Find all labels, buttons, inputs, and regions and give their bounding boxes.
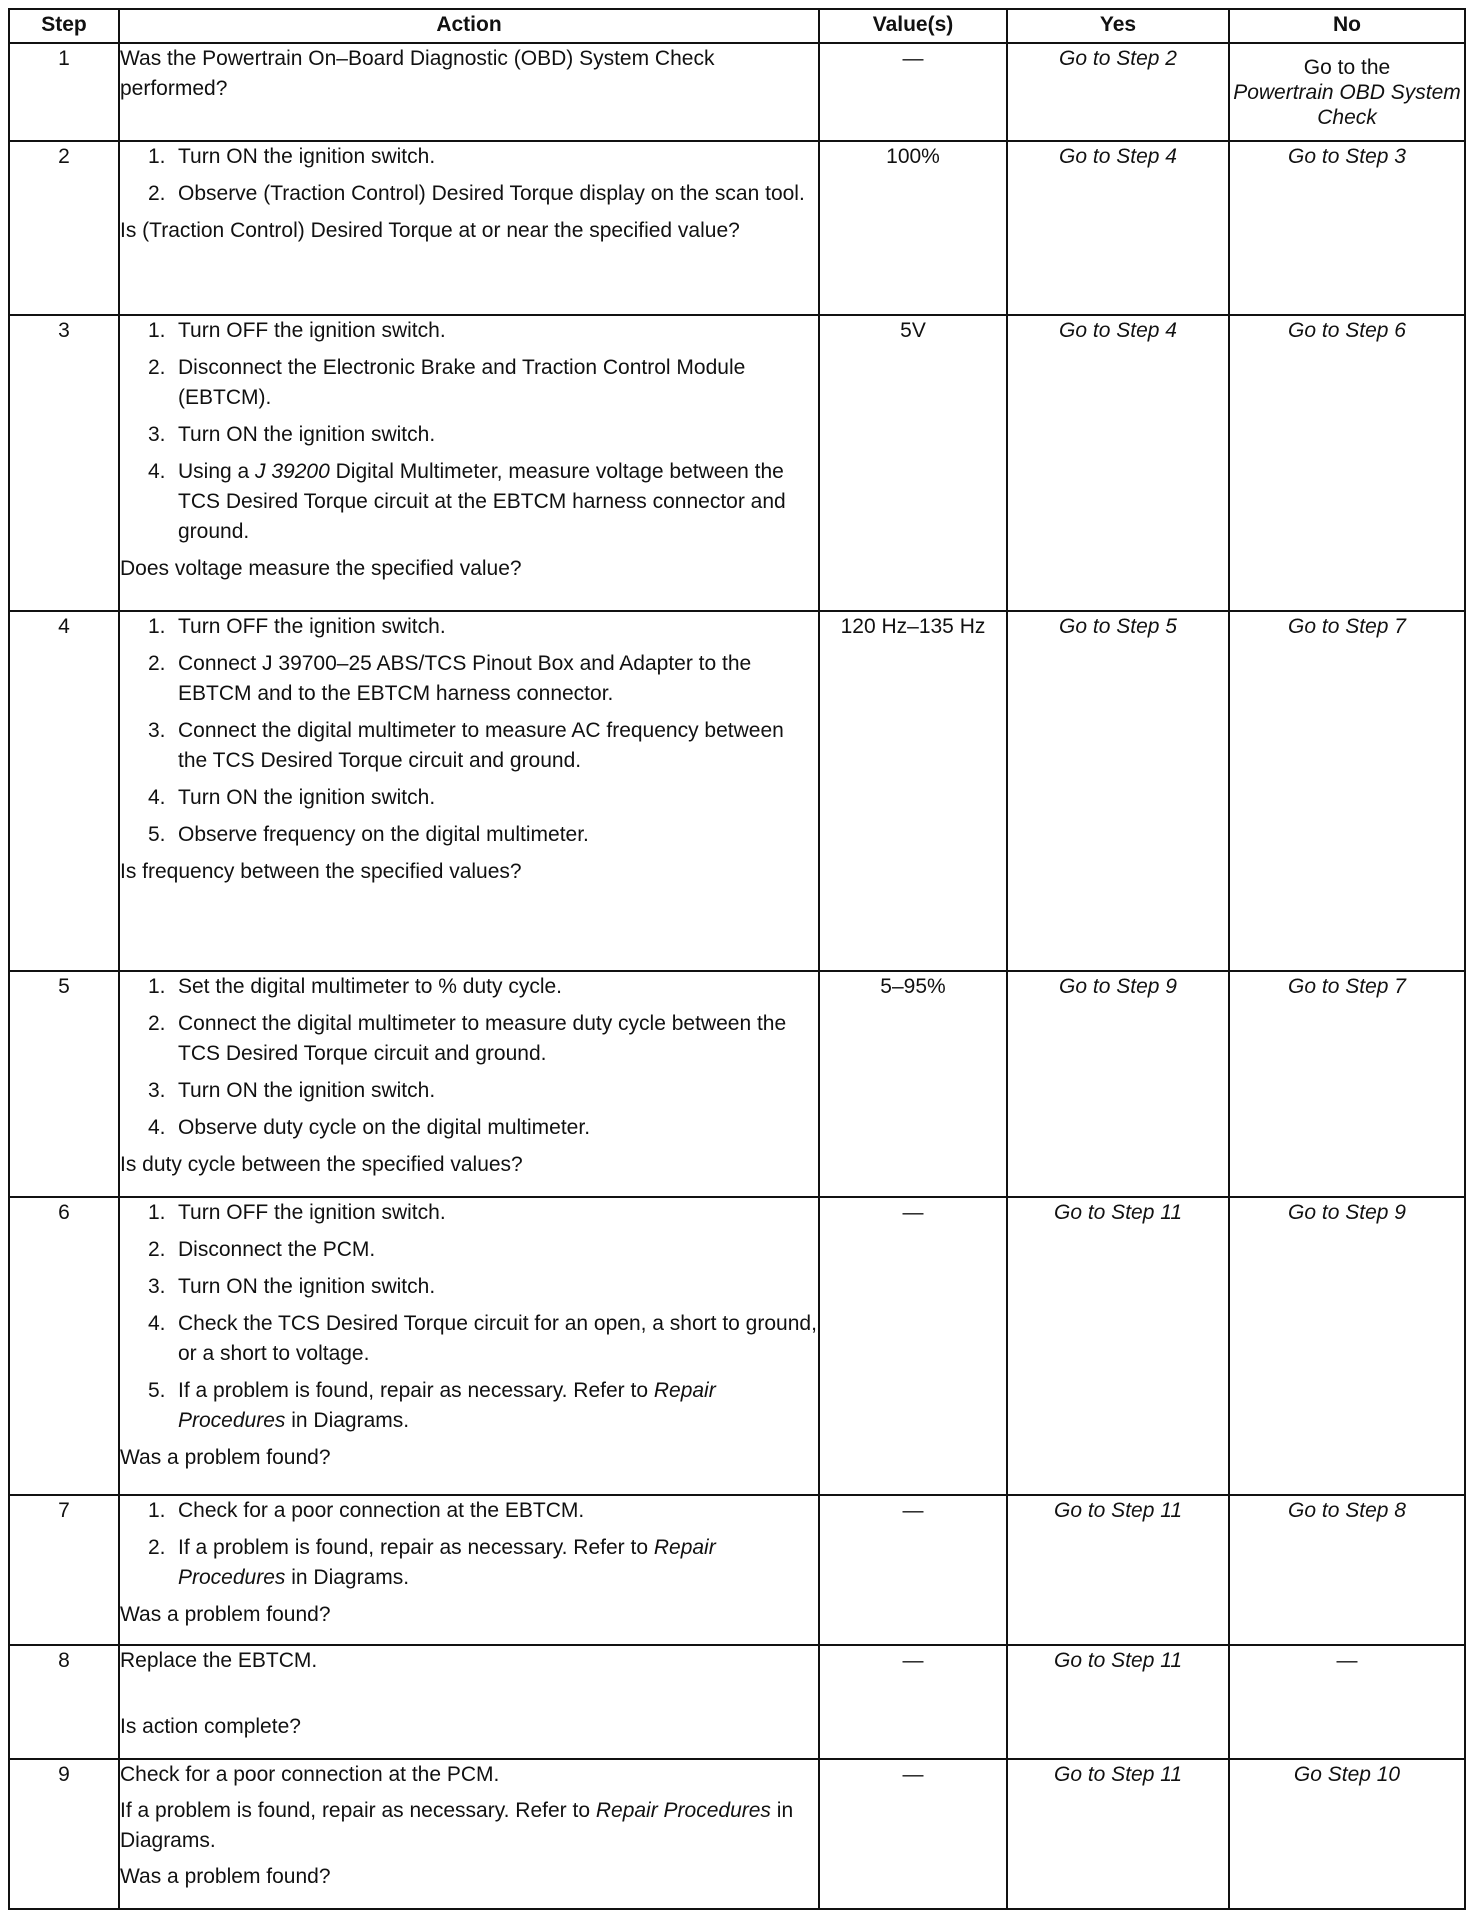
action-cell — [119, 611, 819, 971]
action-question: Is action complete? — [120, 1715, 301, 1738]
no-cell: Go to Step 3 — [1229, 141, 1465, 315]
step-number: 1 — [9, 43, 119, 141]
list-item: 4. Turn ON the ignition switch. — [148, 786, 436, 809]
step-number: 4 — [9, 611, 119, 971]
list-item: 1. Turn ON the ignition switch. — [148, 145, 436, 168]
action-text: If a problem is found, repair as necessary. Refer to Repair Procedures in Diagrams. — [120, 1799, 794, 1852]
list-item: 2. Connect the digital multimeter to measure duty cycle between the TCS Desired Torque circuit and ground. — [148, 1012, 787, 1065]
no-cell: Go Step 10 — [1229, 1759, 1465, 1909]
list-item: 1. Set the digital multimeter to % duty cycle. — [148, 975, 562, 998]
step-number: 9 — [9, 1759, 119, 1909]
action-cell — [119, 1645, 819, 1759]
action-cell — [119, 141, 819, 315]
action-question: Does voltage measure the specified value? — [120, 557, 522, 580]
list-item: 1. Check for a poor connection at the EBTCM. — [148, 1499, 585, 1522]
yes-cell: Go to Step 2 — [1007, 43, 1229, 141]
value-cell: — — [819, 1759, 1007, 1909]
list-item: 4. Using a J 39200 Digital Multimeter, measure voltage between the TCS Desired Torque circuit at the EBTCM harness connector and ground. — [148, 460, 786, 543]
yes-cell: Go to Step 9 — [1007, 971, 1229, 1197]
value-cell: — — [819, 1197, 1007, 1495]
no-cell: Go to Step 8 — [1229, 1495, 1465, 1645]
list-item: 2. Connect J 39700–25 ABS/TCS Pinout Box and Adapter to the EBTCM and to the EBTCM harness connector. — [148, 652, 752, 705]
action-text: Check for a poor connection at the PCM. — [120, 1763, 500, 1786]
no-cell: — — [1229, 1645, 1465, 1759]
no-cell: Go to Step 7 — [1229, 971, 1465, 1197]
list-item: 5. Observe frequency on the digital multimeter. — [148, 823, 589, 846]
action-cell — [119, 43, 819, 141]
table-row — [9, 611, 1465, 971]
header-yes: Yes — [1007, 9, 1229, 43]
action-list — [120, 142, 818, 209]
value-cell: — — [819, 1495, 1007, 1645]
diagnostic-table — [8, 8, 1466, 1910]
header-value: Value(s) — [819, 9, 1007, 43]
action-question: Was a problem found? — [120, 1865, 331, 1888]
action-text: Was the Powertrain On–Board Diagnostic (OBD) System Check performed? — [120, 47, 715, 100]
list-item: 3. Turn ON the ignition switch. — [148, 1079, 436, 1102]
list-item: 5. If a problem is found, repair as necessary. Refer to Repair Procedures in Diagrams. — [148, 1379, 716, 1432]
step-number: 6 — [9, 1197, 119, 1495]
action-question: Was a problem found? — [120, 1446, 331, 1469]
step-number: 8 — [9, 1645, 119, 1759]
no-line-1: Go to the — [1303, 55, 1391, 79]
action-question: Is duty cycle between the specified values? — [120, 1153, 523, 1176]
list-item: 4. Observe duty cycle on the digital multimeter. — [148, 1116, 591, 1139]
header-step: Step — [9, 9, 119, 43]
action-list — [120, 1198, 818, 1436]
no-line-2: Powertrain OBD System Check — [1233, 80, 1461, 129]
action-question: Was a problem found? — [120, 1603, 331, 1626]
list-item: 4. Check the TCS Desired Torque circuit for an open, a short to ground, or a short to voltage. — [148, 1312, 817, 1365]
value-cell: — — [819, 1645, 1007, 1759]
action-cell — [119, 315, 819, 611]
value-cell: 5V — [819, 315, 1007, 611]
list-item: 2. Disconnect the PCM. — [148, 1238, 376, 1261]
table-row — [9, 1759, 1465, 1909]
yes-cell: Go to Step 11 — [1007, 1495, 1229, 1645]
no-cell: Go to Step 6 — [1229, 315, 1465, 611]
action-text: Replace the EBTCM. — [120, 1649, 318, 1672]
action-list — [120, 1496, 818, 1593]
value-cell: 5–95% — [819, 971, 1007, 1197]
list-item: 1. Turn OFF the ignition switch. — [148, 319, 446, 342]
yes-cell: Go to Step 11 — [1007, 1759, 1229, 1909]
action-list — [120, 612, 818, 850]
table-row — [9, 1645, 1465, 1759]
header-action: Action — [119, 9, 819, 43]
action-cell — [119, 971, 819, 1197]
no-cell — [1229, 43, 1465, 141]
action-cell — [119, 1197, 819, 1495]
no-cell: Go to Step 9 — [1229, 1197, 1465, 1495]
value-cell: 100% — [819, 141, 1007, 315]
yes-cell: Go to Step 5 — [1007, 611, 1229, 971]
list-item: 1. Turn OFF the ignition switch. — [148, 615, 446, 638]
value-cell: 120 Hz–135 Hz — [819, 611, 1007, 971]
action-cell — [119, 1759, 819, 1909]
step-number: 3 — [9, 315, 119, 611]
list-item: 1. Turn OFF the ignition switch. — [148, 1201, 446, 1224]
step-number: 2 — [9, 141, 119, 315]
table-row — [9, 1495, 1465, 1645]
list-item: 3. Connect the digital multimeter to measure AC frequency between the TCS Desired Torque circuit and ground. — [148, 719, 784, 772]
yes-cell: Go to Step 11 — [1007, 1197, 1229, 1495]
table-row — [9, 1197, 1465, 1495]
list-item: 2. If a problem is found, repair as necessary. Refer to Repair Procedures in Diagrams. — [148, 1536, 716, 1589]
table-row — [9, 141, 1465, 315]
action-list — [120, 972, 818, 1143]
value-cell: — — [819, 43, 1007, 141]
list-item: 3. Turn ON the ignition switch. — [148, 423, 436, 446]
header-row — [9, 9, 1465, 43]
action-question: Is (Traction Control) Desired Torque at or near the specified value? — [120, 219, 740, 242]
list-item: 2. Disconnect the Electronic Brake and Traction Control Module (EBTCM). — [148, 356, 746, 409]
table-row — [9, 315, 1465, 611]
header-no: No — [1229, 9, 1465, 43]
step-number: 5 — [9, 971, 119, 1197]
step-number: 7 — [9, 1495, 119, 1645]
action-cell — [119, 1495, 819, 1645]
action-question: Is frequency between the specified values? — [120, 860, 522, 883]
yes-cell: Go to Step 11 — [1007, 1645, 1229, 1759]
no-cell: Go to Step 7 — [1229, 611, 1465, 971]
table-row — [9, 43, 1465, 141]
action-list — [120, 316, 818, 547]
list-item: 3. Turn ON the ignition switch. — [148, 1275, 436, 1298]
list-item: 2. Observe (Traction Control) Desired Torque display on the scan tool. — [148, 182, 805, 205]
yes-cell: Go to Step 4 — [1007, 315, 1229, 611]
table-row — [9, 971, 1465, 1197]
yes-cell: Go to Step 4 — [1007, 141, 1229, 315]
